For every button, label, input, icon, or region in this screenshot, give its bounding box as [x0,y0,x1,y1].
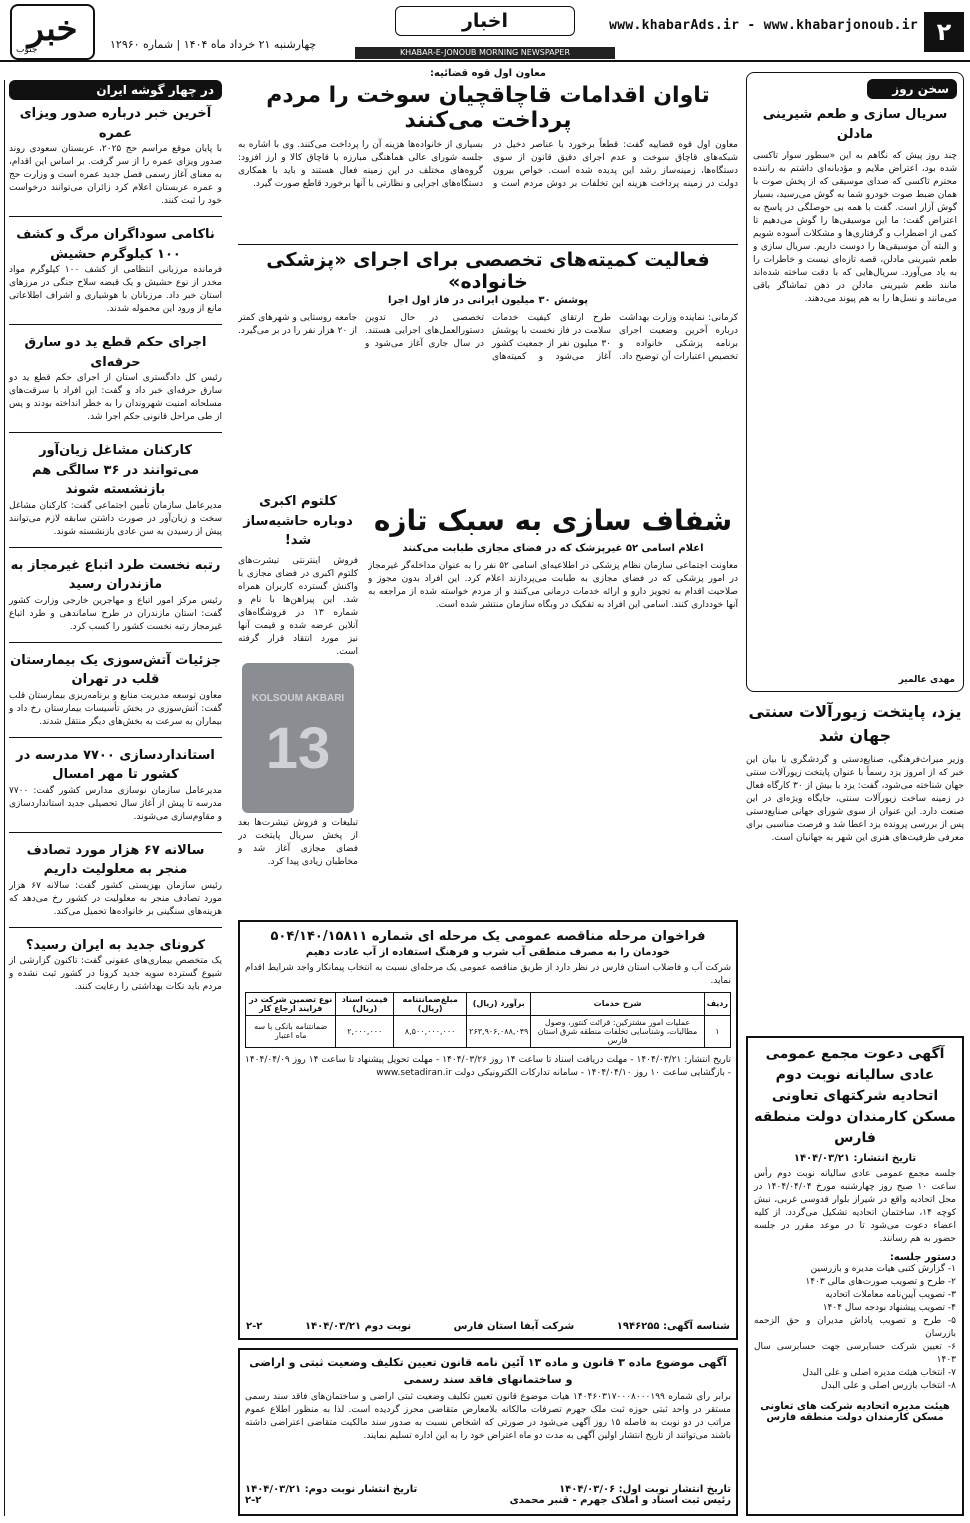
divider [9,216,222,217]
roundup-body: رئیس سازمان بهزیستی کشور گفت: سالانه ۶۷ هزار مورد تصادف منجر به معلولیت در کشور رخ می‌دهد که هزینه‌های سنگینی بر خانواده‌ها تحمیل می‌کند. [9,880,223,917]
assembly-title: آگهی دعوت مجمع عمومی عادی سالیانه نوبت دوم اتحادیه شرکتهای تعاونی مسکن کارمندان دولت منطقه فارس [754,1046,956,1146]
editorial-box [746,72,964,692]
table-cell: ضمانتنامه بانکی با سه ماه اعتبار [246,1015,336,1047]
editorial-body: چند روز پیش که نگاهم به این «سطور سوار تاکسی شده بود، اعتراض ملایم و مؤدبانه‌ای داشتم به راننده محترم تاکسی که صدای موسیقی که از پخش صوت با همان ضبط صوت خودرو شما به گوش می‌رسید، بسیار گوش آزار است. گفت با همه بی حوصلگی در پاسخ به اعتراض گفت: ما این موسیقی‌ها را گوش می‌دهیم تا کمی از اضطراب و گرفتاری‌ها و مشکلات آسوده شویم و البته آن موسیقی‌ها را دوست داریم. سریال سازی و طعم شیرینی مادلن، قصه تازه‌ای نیست و خاطرات را به یاد می‌آورد. سریال‌هایی که با دقت ساخته شده‌اند مانند طعم شیرینی مادلن در ذهن تماشاگر باقی می‌مانند و نسل‌ها را به هم پیوند می‌دهند. [753,151,957,304]
registry-date2: تاریخ انتشار نوبت دوم: ۱۴۰۴/۰۳/۲۱ [245,1484,418,1495]
table-cell: عملیات امور مشترکین: قرائت کنتور، وصول مطالبات، وشناسایی تخلفات منطقه شرق استان فارس [531,1015,704,1047]
tender-intro: شرکت آب و فاضلاب استان فارس در نظر دارد از طریق مناقصه عمومی یک مرحله‌ای نسبت به انتخاب پیمانکار واجد شرایط اقدام نماید. [245,962,731,986]
tender-nobat: نوبت دوم ۱۴۰۴/۰۳/۲۱ [304,1321,412,1332]
agenda-item: ۴- تصویب پیشنهاد بودجه سال ۱۴۰۴ [822,1303,956,1313]
divider [9,832,222,833]
registry-signer: رئیس ثبت اسناد و املاک جهرم - قنبر محمدی [509,1495,731,1506]
agenda-list [754,1263,956,1393]
roundup-body: رئیس مرکز امور اتباع و مهاجرین خارجی وزارت کشور گفت: استان مازندران در طرح ساماندهی و طرد اتباع غیرمجاز رتبه نخست کشور را کسب کرد. [9,595,222,632]
table-header: مبلغ‌ضمانتنامه (ریال) [394,992,467,1015]
newspaper-logo [10,4,95,60]
jersey-number: 13 [265,715,331,781]
roundup-title: رتبه نخست طرد اتباع غیرمجاز به مازندران رسید [10,557,221,592]
jersey-caption: تبلیغات و فروش تیشرت‌ها بعد از پخش سریال پایتخت در فضای مجازی آغاز شد و مخاطبان زیادی پیدا کرد. [238,817,358,867]
family-doctor-sub: پوشش ۳۰ میلیون ایرانی در فاز اول اجرا [387,295,589,306]
lead-kicker: معاون اول قوه قضائیه: [430,68,546,79]
jersey-body: فروش اینترنتی تیشرت‌های کلتوم اکبری در فضای مجازی با واکنش گسترده کاربران همراه شد. این پیراهن‌ها با نام و شماره ۱۳ در فروشگاه‌های آنلاین عرضه شده و قیمت آنها نیز مورد انتقاد قرار گرفته است. [238,555,358,657]
tender-footer [246,1321,730,1332]
agenda-item: ۷- انتخاب هیئت مدیره اصلی و علی البدل [802,1368,956,1378]
registry-date1: تاریخ انتشار نوبت اول: ۱۴۰۴/۰۳/۰۶ [559,1484,731,1495]
tender-notice [238,920,738,1340]
roundup-body: معاون توسعه مدیریت منابع و برنامه‌ریزی بیمارستان قلب گفت: آتش‌سوزی در بخش تأسیسات بیمارستان رخ داد و بیماران به سرعت به بخش‌های دیگر منتقل شدند. [9,690,222,727]
registry-footer [245,1484,731,1495]
roundup-item [9,651,222,729]
jersey-title: کلتوم اکبری دوباره حاشیه‌ساز شد! [243,494,353,548]
table-header: شرح خدمات [531,992,704,1015]
divider [9,324,222,325]
lead-title: تاوان اقدامات قاچاقچیان سوخت را مردم پرداخت می‌کنند [266,83,710,133]
table-cell: ۲,۰۰۰,۰۰۰ [336,1015,394,1047]
roundup-body: مدیرعامل سازمان نوسازی مدارس کشور گفت: ۷۷۰۰ مدرسه تا پیش از آغاز سال تحصیلی جدید استانداردسازی و مقاوم‌سازی می‌شوند. [9,785,222,822]
table-header: ردیف [704,992,730,1015]
roundup-title: جزئیات آتش‌سوزی یک بیمارستان قلب در تهران [10,652,221,687]
divider [9,737,222,738]
roundup-title: اجرای حکم قطع ید دو سارق حرفه‌ای [24,335,207,370]
table-header: قیمت اسناد (ریال) [336,992,394,1015]
table-cell: ۸,۵۰۰,۰۰۰,۰۰۰ [394,1015,467,1047]
table-row [246,1015,731,1047]
shafaf-sub: اعلام اسامی ۵۲ غیرپزشک که در فضای مجازی طبابت می‌کنند [402,543,704,554]
divider [9,547,222,548]
table-header-row [246,992,731,1015]
roundup-item [9,556,222,634]
roundup-title: آخرین خبر درباره صدور ویزای عمره [19,106,212,141]
tender-title: فراخوان مرحله مناقصه عمومی یک مرحله ای شماره ۵۰۴/۱۴۰/۱۵۸۱۱ [270,929,706,944]
divider [9,642,222,643]
jersey-name: KOLSOUM AKBARI [251,692,345,704]
roundup-title: سالانه ۶۷ هزار مورد تصادف منجر به معلولیت داریم [26,842,205,877]
roundup-item [9,104,222,208]
tender-sub: خودمان را به مصرف منطقی آب شرب و فرهنگ استفاده از آب عادت دهیم [305,946,671,958]
assembly-footer: هیئت مدیره اتحادیه شرکت های تعاونی مسکن کارمندان دولت منطقه فارس [760,1401,950,1423]
shafaf-article [368,492,738,912]
jersey-article [238,492,358,912]
family-doctor-article [238,244,738,484]
editorial-label: سخن روز [867,79,957,99]
agenda-item: ۸- انتخاب بازرس اصلی و علی البدل [821,1381,956,1391]
agenda-item: ۶- تعیین شرکت حسابرسی جهت حسابرسی سال ۱۴۰۳ [754,1342,956,1365]
roundup-title: کارکنان مشاغل زیان‌آور می‌توانند در ۳۶ سالگی هم بازنشسته شوند [32,443,199,497]
roundup-body: یک متخصص بیماری‌های عفونی گفت: تاکنون گزارشی از شیوع گسترده سویه جدید کرونا در کشور ثبت نشده و مردم باید نکات بهداشتی را رعایت کنند. [9,956,222,992]
agenda-label: دستور جلسه: [889,1252,956,1263]
assembly-body: جلسه مجمع عمومی عادی سالیانه نوبت دوم رأس ساعت ۱۰ صبح روز چهارشنبه مورخ ۱۴۰۴/۰۴/۰۴ در محل اتحادیه واقع در شیراز بلوار قدوسی غربی، نبش کوچه ۱۴، ساختمان اتحادیه تشکیل می‌گردد. از کلیه اعضاء دعوت می‌شود تا در موعد مقرر در جلسه حضور به هم رسانند. [754,1169,956,1244]
logo-sub: جنوب [16,45,38,55]
roundup-title: ناکامی سوداگران مرگ و کشف ۱۰۰ کیلوگرم حشیش [16,227,215,262]
assembly-notice [746,1036,964,1516]
family-doctor-body: کرمانی: نماینده وزارت بهداشت درباره آخرین وضعیت اجرای برنامه پزشکی خانواده و تخصیص اعتبارات آن توضیح داد. طرح ارتقای کیفیت خدمات سلامت در فاز نخست با پوشش ۳۰ میلیون نفر از جمعیت کشور آغاز می‌شود و کمیته‌های تخصصی در حال تدوین دستورالعمل‌های اجرایی هستند. در سال جاری آغاز می‌شود و جامعه روستایی و شهرهای کمتر از ۲۰ هزار نفر را در بر می‌گیرد. [238,313,738,362]
masthead [0,0,970,62]
jersey-image [242,663,354,813]
page-number: ۲ [924,12,964,52]
table-header: برآورد (ریال) [467,992,531,1015]
registry-body: برابر رأی شماره ۱۴۰۴۶۰۳۱۷۰۰۰۸۰۰۰۱۹۹ هیات موضوع قانون تعیین تکلیف وضعیت ثبتی اراضی و ساختمان‌های فاقد سند رسمی مستقر در واحد ثبتی حوزه ثبت ملک جهرم تصرفات مالکانه بلامعارض متقاضی محرز گردیده است. لذا به منظور اطلاع عموم مراتب در دو نوبت به فاصله ۱۵ روز آگهی می‌شود در صورتی که اشخاص نسبت به صدور سند مالکیت متقاضی اعتراضی داشته باشند می‌توانند از تاریخ انتشار اولین آگهی به مدت دو ماه اعتراض خود را به این اداره تسلیم نمایند. [245,1392,731,1441]
tender-table [245,992,731,1048]
roundup-title: کرونای جدید به ایران رسید؟ [25,937,206,953]
roundup-item [9,333,222,424]
section-title: اخبار [395,6,575,36]
registry-ref: ۲-۲ [245,1495,262,1506]
roundup-body: فرمانده مرزبانی انتظامی از کشف ۱۰۰ کیلوگرم مواد مخدر از نوع حشیش و یک قبضه سلاح جنگی در مرزهای استان خبر داد. مرزبانان با هوشیاری و اشراف اطلاعاتی مانع از ورود این محموله شدند. [9,265,222,314]
registry-title: آگهی موضوع ماده ۳ قانون و ماده ۱۳ آئین نامه قانون تعیین تکلیف وضعیت ثبتی و اراضی و ساختمانهای فاقد سند رسمی [249,1356,727,1386]
news-roundup [4,80,226,1516]
paper-strip: KHABAR-E-JONOUB MORNING NEWSPAPER [355,47,615,59]
roundup-item [9,441,222,539]
roundup-label: در چهار گوشه ایران [9,80,222,100]
editorial-title: سریال سازی و طعم شیرینی مادلن [762,107,948,142]
shafaf-title: شفاف سازی به سبک تازه [373,504,733,537]
shafaf-body: معاونت اجتماعی سازمان نظام پزشکی در اطلاعیه‌ای اسامی ۵۲ نفر را به عنوان مداخله‌گر غیرمجاز در امور پزشکی که در فضای مجازی به طبابت می‌پردازند اعلام کرد. این افراد بدون مجوز و صلاحیت اقدام به تجویز دارو و ارائه خدمات درمانی می‌کنند و از مردم خواسته شده از مراجعه به آنها خودداری کنند. اسامی این افراد به تفکیک در وبگاه سازمان منتشر شده است. [368,561,738,610]
agenda-item: ۱- گزارش کتبی هیات مدیره و بازرسین [810,1264,956,1274]
yazd-article [746,700,964,1030]
agenda-item: ۲- طرح و تصویب صورت‌های مالی ۱۴۰۳ [805,1277,956,1287]
roundup-title: استانداردسازی ۷۷۰۰ مدرسه در کشور تا مهر امسال [16,747,215,782]
yazd-body: وزیر میراث‌فرهنگی، صنایع‌دستی و گردشگری با بیان این خبر که از امروز یزد رسماً با عنوان پایتخت زیورآلات سنتی جهان شناخته می‌شود، گفت: یزد با بیش از ۳۰ کارگاه فعال در زمینه ساخت زیورآلات سنتی، جایگاه ویژه‌ای در این صنعت دارد. این عنوان از سوی شورای جهانی صنایع‌دستی پس از بررسی پرونده یزد اعطا شد و فرصت مناسبی برای معرفی ظرفیت‌های هنری این شهر به جهانیان است. [746,755,964,843]
date-issue: چهارشنبه ۲۱ خرداد ماه ۱۴۰۴ | شماره ۱۲۹۶۰ [110,38,317,51]
agenda-item: ۳- تصویب آیین‌نامه معاملات اتحادیه [825,1290,956,1300]
lead-body: معاون اول قوه قضاییه گفت: قطعاً برخورد با عناصر دخیل در شبکه‌های قاچاق سوخت و عدم اجرای دقیق قانون از سوی دستگاه‌ها، زمینه‌ساز رشد این پدیده شده است. خواص بیرون دولت در زمینه پرداخت هزینه این تخلفات بر دوش مردم است و بسیاری از خانواده‌ها هزینه آن را پرداخت می‌کنند. وی با اشاره به جلسه شورای عالی هماهنگی مبارزه با قاچاق کالا و ارز افزود: گروه‌های مختلف در این زمینه فعال هستند و باید با همکاری دستگاه‌های اجرایی و نظارتی با آنها برخورد قاطع صورت گیرد. [238,140,738,189]
roundup-body: مدیرعامل سازمان تأمین اجتماعی گفت: کارکنان مشاغل سخت و زیان‌آور در صورت داشتن سابقه لازم می‌توانند پیش از رسیدن به سن عادی بازنشسته شوند. [9,500,222,537]
tender-ref: ۲-۲ [246,1321,263,1332]
roundup-item [9,746,222,824]
table-cell: ۱ [704,1015,730,1047]
table-cell: ۲۶۳,۹۰۶,۰۸۸,۰۴۹ [467,1015,531,1047]
divider [9,927,222,928]
family-doctor-title: فعالیت کمیته‌های تخصصی برای اجرای «پزشکی خانواده» [266,249,710,293]
divider [9,432,222,433]
roundup-item [9,225,222,316]
tender-details: تاریخ انتشار: ۱۴۰۴/۰۳/۲۱ - مهلت دریافت اسناد تا ساعت ۱۴ روز ۱۴۰۴/۰۳/۲۶ - مهلت تحویل پیشنهاد تا ساعت ۱۴ روز ۱۴۰۴/۰۴/۰۹ - بازگشایی ساعت ۱۰ روز ۱۴۰۴/۰۴/۱۰ - سامانه تدارکات الکترونیکی دولت www.setadiran.ir [245,1054,731,1078]
registry-sign-row [245,1495,731,1506]
registry-notice [238,1348,738,1516]
roundup-item [9,936,222,995]
tender-code: شناسه آگهی: ۱۹۴۶۲۵۵ [616,1321,730,1332]
yazd-title: یزد، پایتخت زیورآلات سنتی جهان شد [748,702,962,745]
site-url[interactable]: www.khabarAds.ir - www.khabarjonoub.ir [609,18,918,33]
table-header: نوع تضمین شرکت در فرایند ارجاع کار [246,992,336,1015]
logo-text: خبر [27,9,78,49]
roundup-body: با پایان موقع مراسم حج ۲۰۲۵، عربستان سعودی روند صدور ویزای عمره را از سر گرفت. بر اساس این اقدام، به معنای آغاز رسمی فصل جدید عمره است و وزارت حج و عمره عربستان اعلام کرد زائران می‌توانند درخواست خود را ثبت کنند. [9,144,222,206]
roundup-item [9,841,222,919]
lead-article [238,68,738,238]
roundup-body: رئیس کل دادگستری استان از اجرای حکم قطع ید دو سارق حرفه‌ای خبر داد و گفت: این افراد با سرقت‌های مسلحانه امنیت شهروندان را به خطر انداخته بودند و پس از طی مراحل قانونی حکم اجرا شد. [9,373,222,422]
agenda-item: ۵- طرح و تصویب پاداش مدیران و حق الزحمه بازرسان [754,1316,956,1339]
assembly-date: تاریخ انتشار: ۱۴۰۴/۰۳/۲۱ [793,1153,917,1164]
tender-company: شرکت آبفا استان فارس [453,1321,575,1332]
editorial-author: مهدی عالمیر [898,675,955,685]
